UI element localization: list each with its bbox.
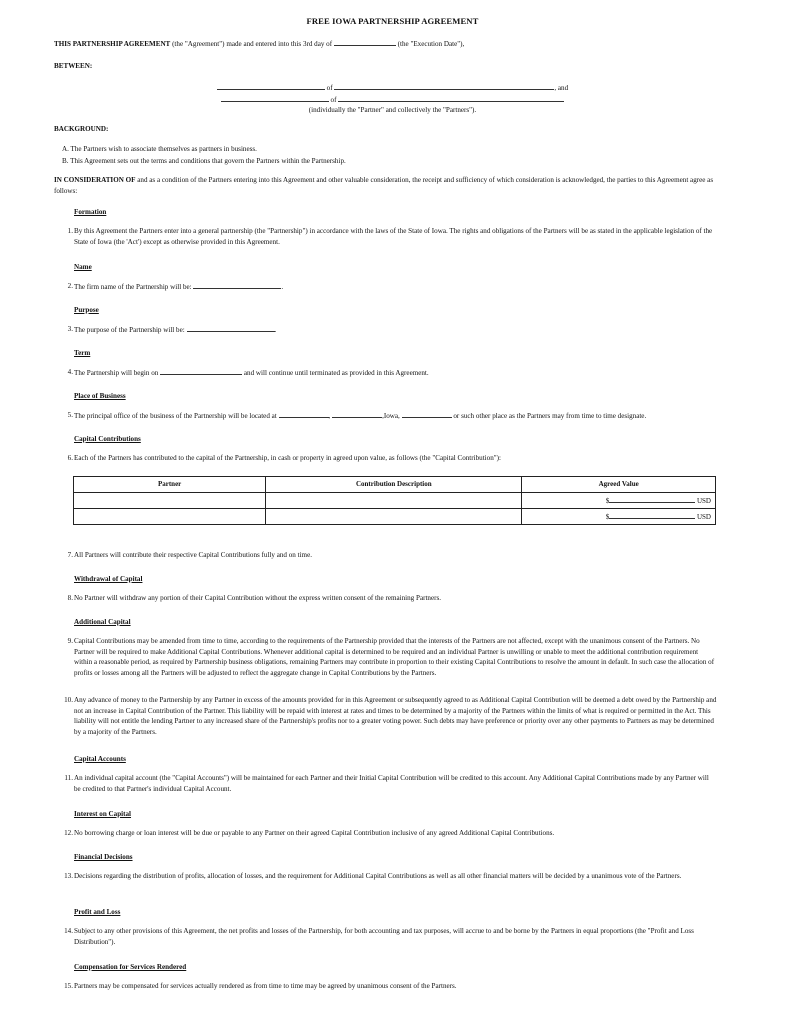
party-1-address-blank[interactable]: [334, 82, 554, 90]
office-city-blank[interactable]: [332, 410, 382, 418]
between-label: BETWEEN:: [54, 62, 93, 70]
clause-number: 2.: [67, 282, 73, 290]
clause-5-comma: ,: [328, 412, 333, 420]
clause-4-text-b: and will continue until terminated as provided in this Agreement.: [242, 369, 429, 377]
start-date-blank[interactable]: [160, 367, 242, 375]
heading-place-of-business: Place of Business: [74, 392, 126, 400]
heading-additional-capital: Additional Capital: [74, 618, 131, 626]
intro-tail: (the "Execution Date"),: [395, 40, 465, 48]
clause-number: 9.: [67, 637, 73, 645]
office-zip-blank[interactable]: [402, 410, 452, 418]
party-1-name-blank[interactable]: [217, 82, 325, 90]
heading-withdrawal-of-capital: Withdrawal of Capital: [74, 575, 143, 583]
amount-blank[interactable]: [609, 511, 695, 519]
clause-text: All Partners will contribute their respective Capital Contributions fully and on time.: [74, 551, 312, 559]
table-header-row: [74, 477, 716, 493]
currency-prefix: $: [605, 496, 610, 505]
clause-number: 13.: [64, 872, 73, 880]
clause-number: 6.: [67, 454, 73, 462]
column-header-description: Contribution Description: [266, 477, 522, 493]
execution-date-blank[interactable]: [334, 38, 396, 46]
party-and: , and: [554, 84, 569, 92]
purpose-blank[interactable]: [187, 324, 275, 332]
clause-number: 8.: [67, 594, 73, 602]
clause-text: [74, 281, 717, 293]
clause-number: 1.: [67, 227, 73, 235]
currency-suffix: USD: [696, 496, 711, 505]
clause-text: By this Agreement the Partners enter into a general partnership (the "Partnership") in accordance with the laws of the State of Iowa. The rights and obligations of the Partners will be as stated in the applicable legislation of the State of Iowa (the 'Act') except as otherwise provided in this Agreement.: [74, 227, 713, 246]
consideration-lead: IN CONSIDERATION OF: [54, 176, 136, 184]
heading-compensation: Compensation for Services Rendered: [74, 963, 187, 971]
party-2-name-blank[interactable]: [221, 94, 329, 102]
clause-text: Decisions regarding the distribution of profits, allocation of losses, and the requirement for Additional Capital Contributions as well as all other financial matters will be decided by a unanimous vote of the Partners.: [74, 872, 682, 880]
party-1-of: of: [326, 84, 333, 92]
party-2-address-blank[interactable]: [338, 94, 564, 102]
clause-3-text-a: The purpose of the Partnership will be:: [74, 326, 187, 334]
heading-financial-decisions: Financial Decisions: [74, 853, 133, 861]
column-header-partner: Partner: [74, 477, 266, 493]
document-title: FREE IOWA PARTNERSHIP AGREEMENT: [306, 16, 479, 26]
consideration-paragraph: [54, 175, 731, 196]
clause-text: [74, 324, 717, 336]
clause-number: 7.: [67, 551, 73, 559]
clause-number: 4.: [67, 368, 73, 376]
background-item-a: A. The Partners wish to associate themselves as partners in business.: [62, 145, 257, 153]
clause-5-text-b: or such other place as the Partners may from time to time designate.: [451, 412, 647, 420]
clause-5-iowa: ,Iowa,: [382, 412, 402, 420]
clause-number: 11.: [64, 774, 73, 782]
clause-number: 5.: [67, 411, 73, 419]
intro-mid: (the "Agreement") made and entered into this 3rd day of: [170, 40, 334, 48]
partner-cell[interactable]: [74, 493, 266, 509]
intro-lead: THIS PARTNERSHIP AGREEMENT: [54, 40, 171, 48]
agreed-value-cell[interactable]: [522, 493, 716, 509]
clause-text: Partners may be compensated for services actually rendered as from time to time may be agreed by unanimous consent of the Partners.: [74, 982, 457, 990]
party-note: (individually the "Partner" and collectively the "Partners").: [308, 106, 477, 114]
heading-profit-and-loss: Profit and Loss: [74, 908, 121, 916]
partner-cell[interactable]: [74, 509, 266, 525]
heading-capital-contributions: Capital Contributions: [74, 435, 141, 443]
consideration-text: and as a condition of the Partners entering into this Agreement and other valuable consideration, the receipt and sufficiency of which consideration is acknowledged, the parties to this Agreement agree as follows:: [54, 176, 714, 195]
party-line-1: [0, 82, 785, 94]
party-line-2: [0, 94, 785, 106]
heading-purpose: Purpose: [74, 306, 99, 314]
agreed-value-cell[interactable]: [522, 509, 716, 525]
amount-blank[interactable]: [609, 495, 695, 503]
currency-prefix: $: [605, 512, 610, 521]
clause-number: 3.: [67, 325, 73, 333]
clause-text: Capital Contributions may be amended from time to time, according to the requirements of the Partnership provided that the interests of the Partners are not affected, except with the unanimous consent of the Partners. No Partner will be required to make Additional Capital Contributions. Whenever additional capital is determined to be required and an individual Partner is unwilling or unable to meet the additional contribution requirement within a reasonable period, as required by Partnership business obligations, remaining Partners may contribute in proportion to their existing Capital Contributions to resolve the amount in default. In such case the allocation of profits or losses among all the Partners will be adjusted to reflect the aggregate change in Capital Contributions by the Partners.: [74, 637, 715, 677]
heading-name: Name: [74, 263, 92, 271]
heading-capital-accounts: Capital Accounts: [74, 755, 126, 763]
background-item-b: B. This Agreement sets out the terms and conditions that govern the Partners within the Partnership.: [62, 157, 346, 165]
clause-text: Any advance of money to the Partnership by any Partner in excess of the amounts provided for in this Agreement or subsequently agreed to as Additional Capital Contribution will be deemed a debt owed by the Partnership and not an increase in Capital Contribution of the Partner. This liability will be repaid with interest at rates and times to be determined by a majority of the Partners within the limits of what is required or permitted in the Act. This liability will not entitle the lending Partner to any increased share of the Partnership's profits nor to a greater voting power. Such debts may have preference or priority over any other payments to Partners as may be determined by a majority of the Partners.: [74, 696, 717, 736]
clause-2-text-a: The firm name of the Partnership will be:: [74, 283, 194, 291]
currency-suffix: USD: [696, 512, 711, 521]
clause-text: An individual capital account (the "Capital Accounts") will be maintained for each Partner and their Initial Capital Contribution will be credited to this account. Any Additional Capital Contributions made by any Partner will be credited to that Partner's individual Capital Account.: [74, 774, 709, 793]
clause-text: Each of the Partners has contributed to the capital of the Partnership, in cash or property in agreed upon value, as follows (the "Capital Contribution"):: [74, 454, 501, 462]
clause-text: Subject to any other provisions of this Agreement, the net profits and losses of the Partnership, for both accounting and tax purposes, will accrue to and be borne by the Partners in equal proportions (the "Profit and Loss Distribution").: [74, 927, 694, 946]
column-header-agreed-value: Agreed Value: [522, 477, 716, 493]
clause-text: No borrowing charge or loan interest will be due or payable to any Partner on their agreed Capital Contribution inclusive of any agreed Additional Capital Contributions.: [74, 829, 555, 837]
clause-number: 12.: [64, 829, 73, 837]
heading-term: Term: [74, 349, 91, 357]
clause-2-text-b: .: [281, 283, 284, 291]
clause-text: [74, 367, 717, 379]
table-row: [74, 493, 716, 509]
description-cell[interactable]: [266, 509, 522, 525]
background-label: BACKGROUND:: [54, 125, 109, 133]
clause-text: No Partner will withdraw any portion of their Capital Contribution without the express written consent of the remaining Partners.: [74, 594, 442, 602]
capital-contribution-table: [73, 476, 716, 525]
heading-formation: Formation: [74, 208, 107, 216]
clause-number: 10.: [64, 696, 73, 704]
clause-number: 14.: [64, 927, 73, 935]
clause-text: [74, 410, 717, 422]
office-address-blank[interactable]: [279, 410, 329, 418]
party-2-of: of: [330, 96, 337, 104]
clause-number: 15.: [64, 982, 73, 990]
table-row: [74, 509, 716, 525]
clause-3-text-b: .: [274, 326, 277, 334]
heading-interest-on-capital: Interest on Capital: [74, 810, 132, 818]
firm-name-blank[interactable]: [193, 281, 284, 291]
clause-5-text-a: The principal office of the business of the Partnership will be located at: [74, 412, 279, 420]
intro-paragraph: [54, 38, 731, 50]
description-cell[interactable]: [266, 493, 522, 509]
clause-4-text-a: The Partnership will begin on: [74, 369, 161, 377]
